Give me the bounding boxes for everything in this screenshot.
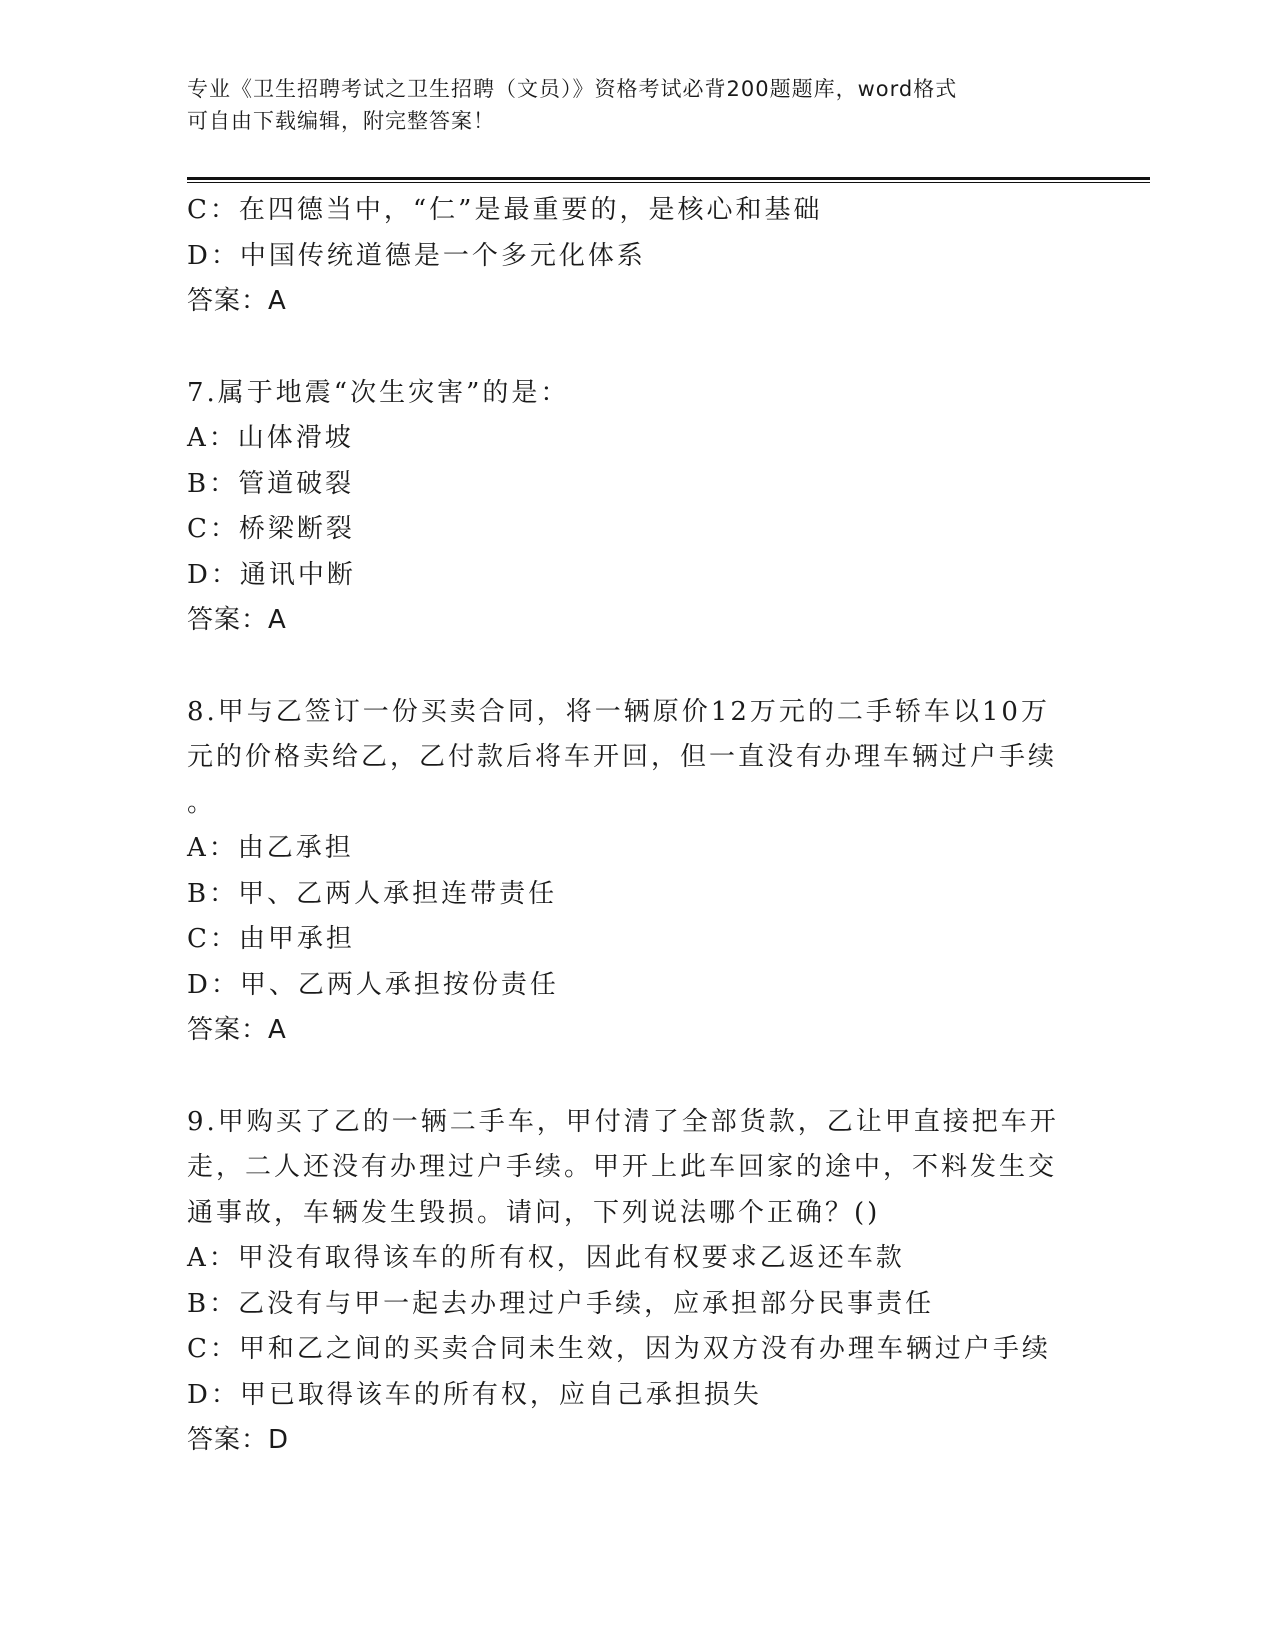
option-d: D：通讯中断 xyxy=(187,559,356,590)
question-stem-line-1: 9.甲购买了乙的一辆二手车，甲付清了全部货款，乙让甲直接把车开 xyxy=(187,1106,1059,1137)
question-stem-line-2: 元的价格卖给乙，乙付款后将车开回，但一直没有办理车辆过户手续 xyxy=(187,742,1058,772)
question-9 xyxy=(187,1100,1087,1464)
option-d: D：中国传统道德是一个多元化体系 xyxy=(187,240,646,271)
answer-value: A xyxy=(268,605,287,635)
option-c: C：甲和乙之间的买卖合同未生效，因为双方没有办理车辆过户手续 xyxy=(187,1334,1051,1364)
answer-value: A xyxy=(268,286,287,316)
header-rule-thick xyxy=(187,177,1150,180)
option-d: D：甲、乙两人承担按份责任 xyxy=(187,969,559,1000)
answer-label: 答案： xyxy=(187,1425,269,1455)
question-stem-line-3: 。 xyxy=(187,787,217,818)
option-c: C：桥梁断裂 xyxy=(187,514,355,544)
header-title-line-2: 可自由下载编辑，附完整答案！ xyxy=(187,109,495,133)
spacer xyxy=(187,644,1087,690)
option-b: B：甲、乙两人承担连带责任 xyxy=(187,878,558,909)
option-c: C：在四德当中，“仁”是最重要的，是核心和基础 xyxy=(187,195,823,225)
question-8 xyxy=(187,690,1087,1054)
answer-label: 答案： xyxy=(187,1015,269,1045)
question-7 xyxy=(187,371,1087,644)
spacer xyxy=(187,325,1087,371)
answer-line xyxy=(187,279,1087,325)
option-b: B：乙没有与甲一起去办理过户手续，应承担部分民事责任 xyxy=(187,1288,935,1319)
header-title-line-1: 专业《卫生招聘考试之卫生招聘（文员）》资格考试必背200题题库，word格式 xyxy=(187,77,958,101)
page-header xyxy=(187,73,1067,137)
option-a: A：由乙承担 xyxy=(187,833,354,863)
answer-value: D xyxy=(268,1425,290,1455)
option-c: C：由甲承担 xyxy=(187,924,355,954)
question-stem-line-1: 8.甲与乙签订一份买卖合同，将一辆原价12万元的二手轿车以10万 xyxy=(187,696,1050,727)
question-stem: 7.属于地震“次生灾害”的是： xyxy=(187,377,570,408)
option-a: A：甲没有取得该车的所有权，因此有权要求乙返还车款 xyxy=(187,1243,905,1273)
question-list xyxy=(187,188,1087,1464)
answer-line xyxy=(187,598,1087,644)
answer-label: 答案： xyxy=(187,605,269,635)
spacer xyxy=(187,1054,1087,1100)
answer-line xyxy=(187,1418,1087,1464)
answer-line xyxy=(187,1008,1087,1054)
question-6 xyxy=(187,188,1087,325)
option-b: B：管道破裂 xyxy=(187,468,355,499)
option-d: D：甲已取得该车的所有权，应自己承担损失 xyxy=(187,1379,762,1410)
answer-value: A xyxy=(268,1015,287,1045)
question-stem-line-2: 走，二人还没有办理过户手续。甲开上此车回家的途中，不料发生交 xyxy=(187,1152,1058,1182)
option-a: A：山体滑坡 xyxy=(187,423,354,453)
header-rule-thin xyxy=(187,182,1150,183)
answer-label: 答案： xyxy=(187,286,269,316)
question-stem-line-3: 通事故，车辆发生毁损。请问，下列说法哪个正确？() xyxy=(187,1197,881,1228)
